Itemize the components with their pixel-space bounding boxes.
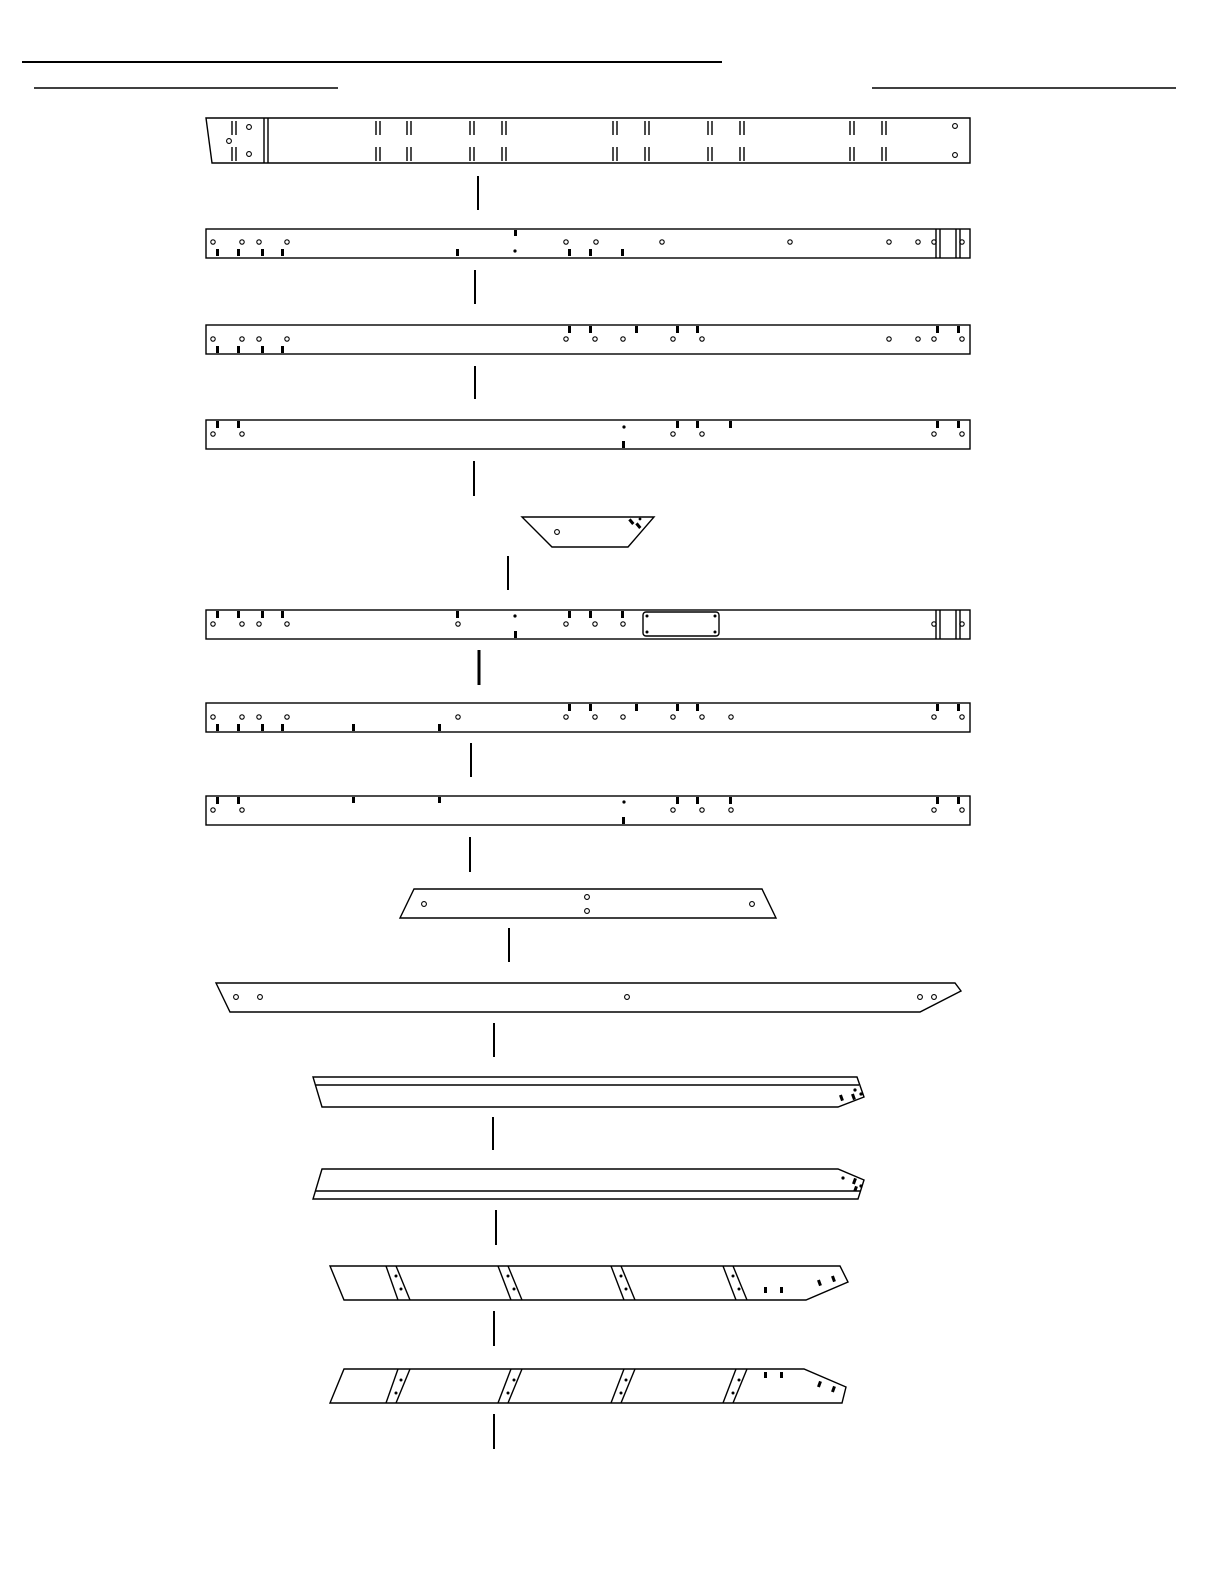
- part-11-angle-rail: [313, 1077, 864, 1107]
- part-12-angle-rail: [313, 1169, 864, 1199]
- part-1-beam: [206, 118, 970, 163]
- part-13-skewed-rail: [330, 1266, 848, 1300]
- part-4-beam: [206, 420, 970, 449]
- part-2-beam: [206, 229, 970, 258]
- part-9-plate: [400, 889, 776, 918]
- header-rules: [22, 62, 1176, 88]
- part-10-beam: [216, 983, 961, 1012]
- part-8-beam: [206, 796, 970, 825]
- part-5-gusset: [522, 517, 654, 547]
- part-6-beam: [206, 610, 970, 639]
- part-7-beam: [206, 703, 970, 732]
- part-3-beam: [206, 325, 970, 354]
- part-14-skewed-rail: [330, 1369, 846, 1403]
